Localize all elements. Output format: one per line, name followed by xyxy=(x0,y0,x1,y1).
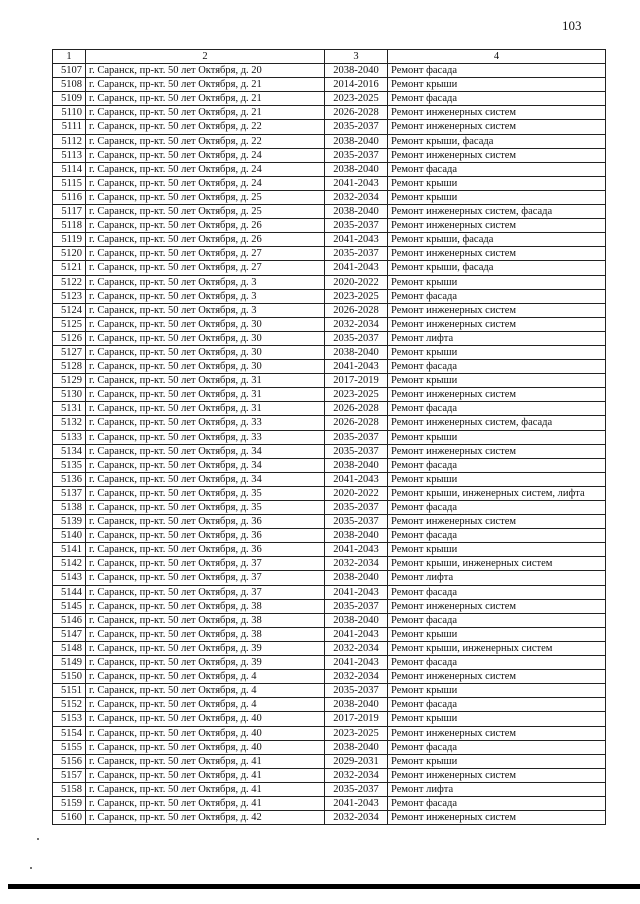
table-row xyxy=(53,247,606,261)
address-cell: г. Саранск, пр-кт. 50 лет Октября, д. 36 xyxy=(86,543,325,557)
table-row xyxy=(53,430,606,444)
row-number-cell: 5135 xyxy=(53,458,86,472)
table-row xyxy=(53,106,606,120)
address-cell: г. Саранск, пр-кт. 50 лет Октября, д. 38 xyxy=(86,627,325,641)
address-cell: г. Саранск, пр-кт. 50 лет Октября, д. 30 xyxy=(86,317,325,331)
period-cell: 2023-2025 xyxy=(325,289,388,303)
period-cell: 2038-2040 xyxy=(325,205,388,219)
work-type-cell: Ремонт крыши, инженерных систем xyxy=(388,557,606,571)
address-cell: г. Саранск, пр-кт. 50 лет Октября, д. 31 xyxy=(86,402,325,416)
period-cell: 2023-2025 xyxy=(325,92,388,106)
address-cell: г. Саранск, пр-кт. 50 лет Октября, д. 24 xyxy=(86,162,325,176)
table-row xyxy=(53,796,606,810)
work-type-cell: Ремонт крыши xyxy=(388,190,606,204)
work-type-cell: Ремонт инженерных систем xyxy=(388,670,606,684)
scan-speck xyxy=(30,867,32,869)
table-row xyxy=(53,557,606,571)
row-number-cell: 5107 xyxy=(53,64,86,78)
work-type-cell: Ремонт фасада xyxy=(388,796,606,810)
work-type-cell: Ремонт инженерных систем xyxy=(388,388,606,402)
work-type-cell: Ремонт фасада xyxy=(388,613,606,627)
period-cell: 2041-2043 xyxy=(325,796,388,810)
period-cell: 2020-2022 xyxy=(325,486,388,500)
row-number-cell: 5128 xyxy=(53,360,86,374)
period-cell: 2032-2034 xyxy=(325,811,388,825)
row-number-cell: 5126 xyxy=(53,331,86,345)
row-number-cell: 5114 xyxy=(53,162,86,176)
address-cell: г. Саранск, пр-кт. 50 лет Октября, д. 37 xyxy=(86,557,325,571)
table-row xyxy=(53,233,606,247)
address-cell: г. Саранск, пр-кт. 50 лет Октября, д. 33 xyxy=(86,416,325,430)
address-cell: г. Саранск, пр-кт. 50 лет Октября, д. 24 xyxy=(86,148,325,162)
page-number: 103 xyxy=(562,18,582,33)
address-cell: г. Саранск, пр-кт. 50 лет Октября, д. 20 xyxy=(86,64,325,78)
work-type-cell: Ремонт фасада xyxy=(388,740,606,754)
address-cell: г. Саранск, пр-кт. 50 лет Октября, д. 34 xyxy=(86,444,325,458)
work-type-cell: Ремонт крыши xyxy=(388,472,606,486)
period-cell: 2041-2043 xyxy=(325,261,388,275)
table-row xyxy=(53,698,606,712)
work-type-cell: Ремонт инженерных систем xyxy=(388,148,606,162)
row-number-cell: 5124 xyxy=(53,303,86,317)
address-cell: г. Саранск, пр-кт. 50 лет Октября, д. 4 xyxy=(86,698,325,712)
address-cell: г. Саранск, пр-кт. 50 лет Октября, д. 27 xyxy=(86,247,325,261)
address-cell: г. Саранск, пр-кт. 50 лет Октября, д. 4 xyxy=(86,670,325,684)
work-type-cell: Ремонт крыши xyxy=(388,754,606,768)
address-cell: г. Саранск, пр-кт. 50 лет Октября, д. 36 xyxy=(86,515,325,529)
row-number-cell: 5160 xyxy=(53,811,86,825)
period-cell: 2035-2037 xyxy=(325,120,388,134)
table-row xyxy=(53,585,606,599)
table-row xyxy=(53,331,606,345)
address-cell: г. Саранск, пр-кт. 50 лет Октября, д. 35 xyxy=(86,501,325,515)
work-type-cell: Ремонт крыши, фасада xyxy=(388,261,606,275)
period-cell: 2038-2040 xyxy=(325,162,388,176)
work-type-cell: Ремонт инженерных систем xyxy=(388,219,606,233)
row-number-cell: 5151 xyxy=(53,684,86,698)
table-row xyxy=(53,78,606,92)
table-row xyxy=(53,388,606,402)
work-type-cell: Ремонт фасада xyxy=(388,698,606,712)
period-cell: 2035-2037 xyxy=(325,444,388,458)
period-cell: 2026-2028 xyxy=(325,416,388,430)
address-cell: г. Саранск, пр-кт. 50 лет Октября, д. 27 xyxy=(86,261,325,275)
repair-schedule-table xyxy=(52,49,606,825)
table-row xyxy=(53,275,606,289)
work-type-cell: Ремонт крыши xyxy=(388,543,606,557)
work-type-cell: Ремонт инженерных систем xyxy=(388,599,606,613)
address-cell: г. Саранск, пр-кт. 50 лет Октября, д. 3 xyxy=(86,289,325,303)
address-cell: г. Саранск, пр-кт. 50 лет Октября, д. 38 xyxy=(86,599,325,613)
column-header: 1 xyxy=(53,50,86,64)
row-number-cell: 5119 xyxy=(53,233,86,247)
period-cell: 2035-2037 xyxy=(325,599,388,613)
column-header: 3 xyxy=(325,50,388,64)
work-type-cell: Ремонт лифта xyxy=(388,571,606,585)
address-cell: г. Саранск, пр-кт. 50 лет Октября, д. 41 xyxy=(86,782,325,796)
table-row xyxy=(53,261,606,275)
period-cell: 2038-2040 xyxy=(325,740,388,754)
row-number-cell: 5109 xyxy=(53,92,86,106)
work-type-cell: Ремонт фасада xyxy=(388,360,606,374)
row-number-cell: 5116 xyxy=(53,190,86,204)
period-cell: 2032-2034 xyxy=(325,768,388,782)
table-row xyxy=(53,613,606,627)
row-number-cell: 5130 xyxy=(53,388,86,402)
address-cell: г. Саранск, пр-кт. 50 лет Октября, д. 30 xyxy=(86,345,325,359)
period-cell: 2038-2040 xyxy=(325,571,388,585)
table-row xyxy=(53,768,606,782)
row-number-cell: 5140 xyxy=(53,529,86,543)
row-number-cell: 5149 xyxy=(53,656,86,670)
address-cell: г. Саранск, пр-кт. 50 лет Октября, д. 37 xyxy=(86,571,325,585)
table-row xyxy=(53,458,606,472)
row-number-cell: 5159 xyxy=(53,796,86,810)
period-cell: 2035-2037 xyxy=(325,219,388,233)
period-cell: 2038-2040 xyxy=(325,64,388,78)
row-number-cell: 5120 xyxy=(53,247,86,261)
period-cell: 2032-2034 xyxy=(325,317,388,331)
period-cell: 2041-2043 xyxy=(325,176,388,190)
work-type-cell: Ремонт инженерных систем, фасада xyxy=(388,416,606,430)
table-row xyxy=(53,190,606,204)
work-type-cell: Ремонт фасада xyxy=(388,585,606,599)
period-cell: 2041-2043 xyxy=(325,585,388,599)
period-cell: 2026-2028 xyxy=(325,402,388,416)
row-number-cell: 5155 xyxy=(53,740,86,754)
table-row xyxy=(53,134,606,148)
period-cell: 2038-2040 xyxy=(325,134,388,148)
work-type-cell: Ремонт инженерных систем, фасада xyxy=(388,205,606,219)
row-number-cell: 5132 xyxy=(53,416,86,430)
period-cell: 2026-2028 xyxy=(325,303,388,317)
row-number-cell: 5121 xyxy=(53,261,86,275)
work-type-cell: Ремонт фасада xyxy=(388,92,606,106)
table-row xyxy=(53,515,606,529)
work-type-cell: Ремонт фасада xyxy=(388,402,606,416)
address-cell: г. Саранск, пр-кт. 50 лет Октября, д. 34 xyxy=(86,472,325,486)
address-cell: г. Саранск, пр-кт. 50 лет Октября, д. 22 xyxy=(86,134,325,148)
row-number-cell: 5110 xyxy=(53,106,86,120)
period-cell: 2032-2034 xyxy=(325,641,388,655)
address-cell: г. Саранск, пр-кт. 50 лет Октября, д. 24 xyxy=(86,176,325,190)
period-cell: 2041-2043 xyxy=(325,233,388,247)
table-row xyxy=(53,64,606,78)
row-number-cell: 5117 xyxy=(53,205,86,219)
address-cell: г. Саранск, пр-кт. 50 лет Октября, д. 25 xyxy=(86,205,325,219)
row-number-cell: 5146 xyxy=(53,613,86,627)
table-row xyxy=(53,641,606,655)
work-type-cell: Ремонт лифта xyxy=(388,331,606,345)
work-type-cell: Ремонт фасада xyxy=(388,529,606,543)
period-cell: 2035-2037 xyxy=(325,331,388,345)
address-cell: г. Саранск, пр-кт. 50 лет Октября, д. 3 xyxy=(86,275,325,289)
work-type-cell: Ремонт инженерных систем xyxy=(388,726,606,740)
address-cell: г. Саранск, пр-кт. 50 лет Октября, д. 4 xyxy=(86,684,325,698)
row-number-cell: 5129 xyxy=(53,374,86,388)
address-cell: г. Саранск, пр-кт. 50 лет Октября, д. 39 xyxy=(86,656,325,670)
scan-edge-bar xyxy=(8,884,640,889)
address-cell: г. Саранск, пр-кт. 50 лет Октября, д. 36 xyxy=(86,529,325,543)
table-row xyxy=(53,176,606,190)
address-cell: г. Саранск, пр-кт. 50 лет Октября, д. 22 xyxy=(86,120,325,134)
work-type-cell: Ремонт фасада xyxy=(388,289,606,303)
period-cell: 2038-2040 xyxy=(325,698,388,712)
period-cell: 2023-2025 xyxy=(325,388,388,402)
row-number-cell: 5137 xyxy=(53,486,86,500)
table-row xyxy=(53,92,606,106)
work-type-cell: Ремонт фасада xyxy=(388,458,606,472)
table-row xyxy=(53,360,606,374)
row-number-cell: 5141 xyxy=(53,543,86,557)
table-row xyxy=(53,444,606,458)
table-row xyxy=(53,501,606,515)
work-type-cell: Ремонт крыши xyxy=(388,345,606,359)
period-cell: 2035-2037 xyxy=(325,247,388,261)
work-type-cell: Ремонт фасада xyxy=(388,162,606,176)
work-type-cell: Ремонт крыши xyxy=(388,176,606,190)
period-cell: 2038-2040 xyxy=(325,529,388,543)
period-cell: 2035-2037 xyxy=(325,782,388,796)
period-cell: 2041-2043 xyxy=(325,543,388,557)
row-number-cell: 5156 xyxy=(53,754,86,768)
row-number-cell: 5144 xyxy=(53,585,86,599)
period-cell: 2041-2043 xyxy=(325,627,388,641)
work-type-cell: Ремонт крыши xyxy=(388,712,606,726)
work-type-cell: Ремонт инженерных систем xyxy=(388,247,606,261)
period-cell: 2029-2031 xyxy=(325,754,388,768)
table-row xyxy=(53,345,606,359)
work-type-cell: Ремонт крыши xyxy=(388,684,606,698)
period-cell: 2038-2040 xyxy=(325,458,388,472)
table-row xyxy=(53,416,606,430)
work-type-cell: Ремонт лифта xyxy=(388,782,606,796)
table-row xyxy=(53,571,606,585)
row-number-cell: 5113 xyxy=(53,148,86,162)
address-cell: г. Саранск, пр-кт. 50 лет Октября, д. 34 xyxy=(86,458,325,472)
period-cell: 2038-2040 xyxy=(325,345,388,359)
table-row xyxy=(53,670,606,684)
row-number-cell: 5142 xyxy=(53,557,86,571)
address-cell: г. Саранск, пр-кт. 50 лет Октября, д. 26 xyxy=(86,233,325,247)
column-header: 2 xyxy=(86,50,325,64)
row-number-cell: 5112 xyxy=(53,134,86,148)
period-cell: 2038-2040 xyxy=(325,613,388,627)
address-cell: г. Саранск, пр-кт. 50 лет Октября, д. 31 xyxy=(86,388,325,402)
row-number-cell: 5158 xyxy=(53,782,86,796)
period-cell: 2014-2016 xyxy=(325,78,388,92)
row-number-cell: 5147 xyxy=(53,627,86,641)
address-cell: г. Саранск, пр-кт. 50 лет Октября, д. 26 xyxy=(86,219,325,233)
period-cell: 2032-2034 xyxy=(325,670,388,684)
row-number-cell: 5123 xyxy=(53,289,86,303)
table-body xyxy=(53,64,606,825)
period-cell: 2035-2037 xyxy=(325,501,388,515)
work-type-cell: Ремонт крыши xyxy=(388,374,606,388)
address-cell: г. Саранск, пр-кт. 50 лет Октября, д. 21 xyxy=(86,78,325,92)
address-cell: г. Саранск, пр-кт. 50 лет Октября, д. 39 xyxy=(86,641,325,655)
period-cell: 2026-2028 xyxy=(325,106,388,120)
row-number-cell: 5154 xyxy=(53,726,86,740)
table-row xyxy=(53,543,606,557)
row-number-cell: 5122 xyxy=(53,275,86,289)
row-number-cell: 5118 xyxy=(53,219,86,233)
row-number-cell: 5138 xyxy=(53,501,86,515)
address-cell: г. Саранск, пр-кт. 50 лет Октября, д. 21 xyxy=(86,92,325,106)
work-type-cell: Ремонт крыши, инженерных систем, лифта xyxy=(388,486,606,500)
address-cell: г. Саранск, пр-кт. 50 лет Октября, д. 25 xyxy=(86,190,325,204)
table-row xyxy=(53,120,606,134)
table-row xyxy=(53,402,606,416)
period-cell: 2035-2037 xyxy=(325,515,388,529)
row-number-cell: 5136 xyxy=(53,472,86,486)
period-cell: 2032-2034 xyxy=(325,557,388,571)
address-cell: г. Саранск, пр-кт. 50 лет Октября, д. 41 xyxy=(86,768,325,782)
table-row xyxy=(53,599,606,613)
period-cell: 2032-2034 xyxy=(325,190,388,204)
table-row xyxy=(53,219,606,233)
table-row xyxy=(53,529,606,543)
period-cell: 2041-2043 xyxy=(325,472,388,486)
period-cell: 2035-2037 xyxy=(325,684,388,698)
row-number-cell: 5127 xyxy=(53,345,86,359)
row-number-cell: 5150 xyxy=(53,670,86,684)
row-number-cell: 5148 xyxy=(53,641,86,655)
address-cell: г. Саранск, пр-кт. 50 лет Октября, д. 30 xyxy=(86,360,325,374)
row-number-cell: 5111 xyxy=(53,120,86,134)
row-number-cell: 5133 xyxy=(53,430,86,444)
row-number-cell: 5139 xyxy=(53,515,86,529)
work-type-cell: Ремонт инженерных систем xyxy=(388,768,606,782)
address-cell: г. Саранск, пр-кт. 50 лет Октября, д. 37 xyxy=(86,585,325,599)
table-header-row xyxy=(53,50,606,64)
table-row xyxy=(53,754,606,768)
period-cell: 2020-2022 xyxy=(325,275,388,289)
period-cell: 2041-2043 xyxy=(325,656,388,670)
row-number-cell: 5134 xyxy=(53,444,86,458)
row-number-cell: 5115 xyxy=(53,176,86,190)
table-row xyxy=(53,317,606,331)
row-number-cell: 5153 xyxy=(53,712,86,726)
table-row xyxy=(53,712,606,726)
row-number-cell: 5157 xyxy=(53,768,86,782)
table-row xyxy=(53,782,606,796)
work-type-cell: Ремонт крыши, фасада xyxy=(388,134,606,148)
work-type-cell: Ремонт инженерных систем xyxy=(388,444,606,458)
table-row xyxy=(53,162,606,176)
address-cell: г. Саранск, пр-кт. 50 лет Октября, д. 30 xyxy=(86,331,325,345)
address-cell: г. Саранск, пр-кт. 50 лет Октября, д. 40 xyxy=(86,740,325,754)
table-row xyxy=(53,486,606,500)
table-row xyxy=(53,205,606,219)
address-cell: г. Саранск, пр-кт. 50 лет Октября, д. 21 xyxy=(86,106,325,120)
table-row xyxy=(53,811,606,825)
work-type-cell: Ремонт фасада xyxy=(388,64,606,78)
table-row xyxy=(53,627,606,641)
table-row xyxy=(53,740,606,754)
row-number-cell: 5125 xyxy=(53,317,86,331)
address-cell: г. Саранск, пр-кт. 50 лет Октября, д. 33 xyxy=(86,430,325,444)
table-row xyxy=(53,684,606,698)
work-type-cell: Ремонт крыши, инженерных систем xyxy=(388,641,606,655)
address-cell: г. Саранск, пр-кт. 50 лет Октября, д. 41 xyxy=(86,754,325,768)
table-row xyxy=(53,374,606,388)
work-type-cell: Ремонт крыши, фасада xyxy=(388,233,606,247)
column-header: 4 xyxy=(388,50,606,64)
work-type-cell: Ремонт инженерных систем xyxy=(388,515,606,529)
table-row xyxy=(53,289,606,303)
work-type-cell: Ремонт крыши xyxy=(388,627,606,641)
work-type-cell: Ремонт крыши xyxy=(388,275,606,289)
work-type-cell: Ремонт инженерных систем xyxy=(388,120,606,134)
address-cell: г. Саранск, пр-кт. 50 лет Октября, д. 40 xyxy=(86,712,325,726)
row-number-cell: 5131 xyxy=(53,402,86,416)
row-number-cell: 5145 xyxy=(53,599,86,613)
period-cell: 2023-2025 xyxy=(325,726,388,740)
work-type-cell: Ремонт фасада xyxy=(388,656,606,670)
address-cell: г. Саранск, пр-кт. 50 лет Октября, д. 38 xyxy=(86,613,325,627)
work-type-cell: Ремонт фасада xyxy=(388,501,606,515)
table-row xyxy=(53,656,606,670)
period-cell: 2041-2043 xyxy=(325,360,388,374)
period-cell: 2017-2019 xyxy=(325,374,388,388)
work-type-cell: Ремонт инженерных систем xyxy=(388,811,606,825)
table-row xyxy=(53,148,606,162)
row-number-cell: 5108 xyxy=(53,78,86,92)
work-type-cell: Ремонт инженерных систем xyxy=(388,106,606,120)
address-cell: г. Саранск, пр-кт. 50 лет Октября, д. 31 xyxy=(86,374,325,388)
address-cell: г. Саранск, пр-кт. 50 лет Октября, д. 41 xyxy=(86,796,325,810)
work-type-cell: Ремонт крыши xyxy=(388,430,606,444)
table-row xyxy=(53,726,606,740)
address-cell: г. Саранск, пр-кт. 50 лет Октября, д. 35 xyxy=(86,486,325,500)
work-type-cell: Ремонт инженерных систем xyxy=(388,317,606,331)
row-number-cell: 5152 xyxy=(53,698,86,712)
work-type-cell: Ремонт инженерных систем xyxy=(388,303,606,317)
address-cell: г. Саранск, пр-кт. 50 лет Октября, д. 3 xyxy=(86,303,325,317)
period-cell: 2035-2037 xyxy=(325,430,388,444)
table-row xyxy=(53,472,606,486)
row-number-cell: 5143 xyxy=(53,571,86,585)
address-cell: г. Саранск, пр-кт. 50 лет Октября, д. 40 xyxy=(86,726,325,740)
address-cell: г. Саранск, пр-кт. 50 лет Октября, д. 42 xyxy=(86,811,325,825)
scan-speck xyxy=(37,838,39,840)
table-row xyxy=(53,303,606,317)
period-cell: 2035-2037 xyxy=(325,148,388,162)
period-cell: 2017-2019 xyxy=(325,712,388,726)
work-type-cell: Ремонт крыши xyxy=(388,78,606,92)
